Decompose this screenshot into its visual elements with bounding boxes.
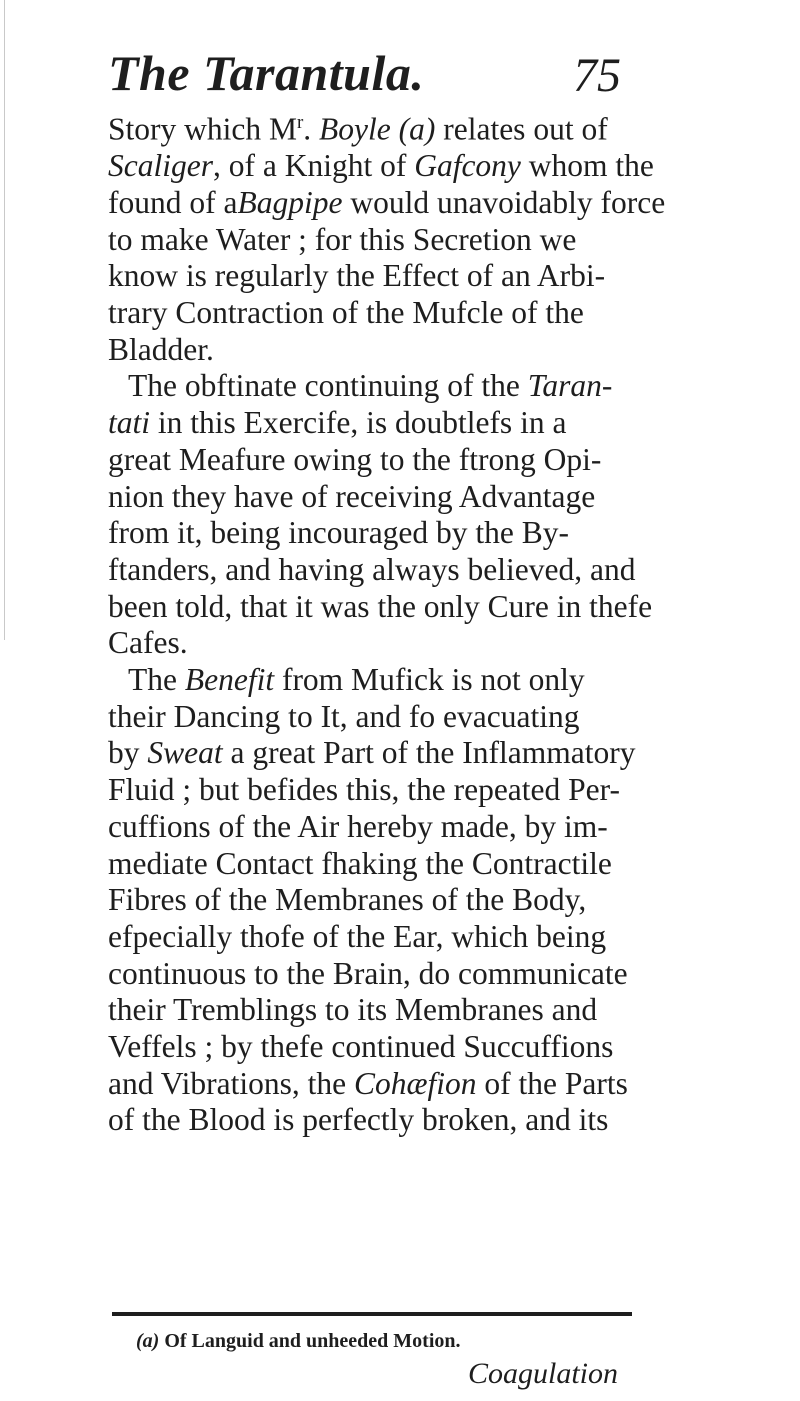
text-run: continuous to the Brain, do communicate	[108, 955, 628, 991]
text-run: mediate Contact fhaking the Contractile	[108, 845, 612, 881]
text-line	[108, 809, 640, 846]
text-run: ftanders, and having always believed, and	[108, 551, 636, 587]
text-line	[108, 479, 640, 516]
text-run: The	[128, 662, 185, 698]
text-line	[108, 662, 640, 699]
text-run: their Tremblings to its Membranes and	[108, 992, 598, 1028]
text-line	[108, 105, 640, 148]
text-run: from Mufick is not only	[274, 662, 585, 698]
text-line	[108, 772, 640, 809]
text-line	[108, 882, 640, 919]
text-run	[391, 112, 399, 147]
text-line	[108, 515, 640, 552]
text-line	[108, 405, 640, 442]
text-line	[108, 368, 640, 405]
text-run: a great Part of the Inflammatory	[222, 735, 636, 771]
text-run: found of a	[108, 184, 238, 220]
footnote-text: Of Languid and unheeded Motion.	[164, 1330, 461, 1352]
text-line	[108, 1066, 640, 1103]
italic-run: Sweat	[147, 735, 223, 771]
text-run: know is regularly the Effect of an Arbi-	[108, 258, 606, 294]
body-text	[108, 105, 666, 1139]
text-line	[108, 148, 654, 185]
text-line	[108, 992, 640, 1029]
text-line	[108, 258, 640, 295]
text-line	[108, 956, 640, 993]
text-line	[108, 588, 653, 626]
text-line	[108, 1102, 640, 1139]
italic-run: Gafcony	[414, 148, 521, 184]
text-run: Fluid ; but befides this, the repeated Per-	[108, 772, 620, 808]
text-line	[108, 295, 640, 332]
text-line	[108, 222, 640, 259]
text-run: great Meafure owing to the ftrong Opi-	[108, 441, 602, 477]
italic-run: Taran-	[527, 368, 613, 404]
text-run: in this Exercife, is doubtlefs in a	[150, 405, 567, 441]
italic-run: Benefit	[184, 662, 275, 698]
catchword: Coagulation	[468, 1357, 619, 1390]
text-run: and Vibrations, the	[108, 1065, 354, 1101]
page-number: 75	[573, 49, 621, 102]
footnote-rule	[112, 1312, 632, 1316]
footnote	[136, 1330, 461, 1353]
italic-run: Boyle	[319, 111, 391, 147]
italic-run: Bagpipe	[237, 184, 343, 220]
text-line	[108, 699, 640, 736]
text-run: Fibres of the Membranes of the Body,	[108, 882, 587, 918]
text-line	[108, 625, 640, 662]
text-run: of the Parts	[476, 1065, 628, 1101]
text-line	[108, 552, 640, 589]
text-run: whom the	[520, 148, 654, 184]
page-header	[108, 44, 628, 114]
text-run: of the Blood is perfectly broken, and its	[108, 1102, 609, 1138]
text-line	[108, 846, 640, 883]
text-run: Veffels ; by thefe continued Succuffions	[108, 1029, 614, 1065]
text-run: relates out of	[435, 111, 608, 147]
text-run: efpecially thofe of the Ear, which being	[108, 918, 607, 954]
text-run: Story which M	[108, 111, 297, 147]
italic-run: tati	[108, 405, 151, 441]
text-run: would unavoidably force	[342, 184, 666, 220]
text-line	[108, 919, 640, 956]
text-run: to make Water ; for this Secretion we	[108, 221, 577, 257]
italic-run: Scaliger	[108, 148, 213, 184]
text-line	[108, 184, 666, 222]
text-run: .	[303, 111, 320, 147]
text-run: The obftinate continuing of the	[128, 368, 528, 404]
text-run: by	[108, 735, 148, 771]
italic-run: Cohæfion	[354, 1065, 477, 1101]
text-run: Cafes.	[108, 625, 188, 661]
text-run: trary Contraction of the Mufcle of the	[108, 295, 584, 331]
text-run: from it, being incouraged by the By-	[108, 515, 570, 551]
text-line	[108, 332, 640, 369]
text-run: r	[297, 112, 304, 133]
footnote-marker: (a)	[136, 1330, 160, 1352]
running-title: The Tarantula.	[108, 45, 425, 101]
text-line	[108, 442, 640, 479]
text-run: , of a Knight of	[212, 148, 415, 184]
text-run: nion they have of receiving Advantage	[108, 478, 596, 514]
page-edge-line	[4, 0, 5, 640]
text-line	[108, 1029, 640, 1066]
text-line	[108, 735, 640, 772]
text-run: their Dancing to It, and fo evacuating	[108, 698, 580, 734]
italic-run: (a)	[398, 111, 436, 147]
text-run: been told, that it was the only Cure in thefe	[108, 588, 653, 624]
text-run: cuffions of the Air hereby made, by im-	[108, 808, 608, 844]
text-run: Bladder.	[108, 331, 214, 367]
